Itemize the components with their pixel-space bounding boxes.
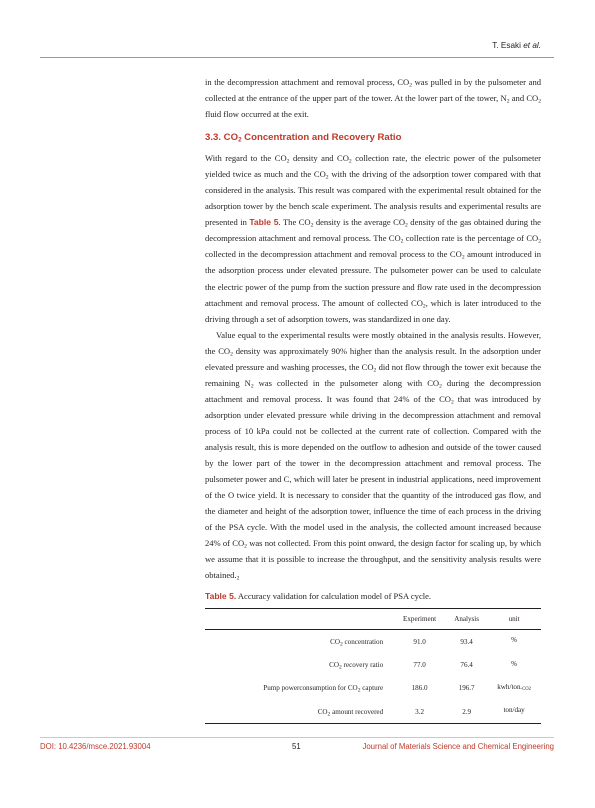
unit-value: kwh/ton-CO2 (497, 682, 531, 692)
table-caption-text: Accuracy validation for calculation model of PSA cycle. (236, 591, 432, 602)
table-label: Table 5. (205, 591, 237, 602)
table-caption (205, 590, 541, 603)
analysis-value: 2.9 (462, 707, 472, 716)
table-header-cell (205, 609, 393, 630)
row-label: $CO_2$ concentration (330, 638, 384, 648)
analysis-value: 76.4 (460, 661, 473, 670)
analysis-value: 196.7 (458, 684, 475, 693)
section-heading: 3.3. $CO_2$ Concentration and Recovery Ratio (205, 132, 402, 144)
table-header-cell: Experiment (403, 615, 437, 624)
experiment-value: 91.0 (413, 638, 426, 646)
table-header-cell: Analysis (454, 615, 480, 624)
row-label: $CO_2$ recovery ratio (329, 661, 384, 671)
paragraph-2: Value equal to the experimental results were mostly obtained in the analysis results. However, the $CO_2$ density was approximately 90% higher than the analysis result. In the adsorption under elevated pressure and washing processes, the $CO_2$ did not flow through the tower exit because the remaining $N_2$ was collected in the pulsometer along with $CO_2$ during the decompression attachment and removal process. It was found that 24% of the $CO_2$ that was introduced by adsorption under elevated pressure while driving in the decompression attachment and removal process of 10 kPa could not be collected at the current rate of collection. Compared with the analysis result, this is more depended on the outflow to adhesion and outside of the tower caused by the lower part of the tower in the decompression attachment and removal process. The pulsometer power and C, which will later be present in industrial applications, need improvement of the O twice yield. It is necessary to consider that the quantity of the introduced gas flow, and the diameter and height of the adsorption tower, influence the time of each process in the driving of the PSA cycle. With the model used in the analysis, the collected amount increased because 24% of $CO_2$ was not collected. From this point onward, the design factor for scaling up, by which we assume that it is possible to increase the throughput, and the sensitivity analysis results were $obtained._2$ (205, 329, 542, 582)
header-divider (40, 57, 554, 58)
experiment-value: 3.2 (415, 707, 425, 716)
journal-name-link[interactable]: Journal of Materials Science and Chemical Engineering (362, 742, 554, 751)
paragraph-1: With regard to the $CO_2$ density and $CO_2$ collection rate, the electric power of the pulsometer yielded twice as much and the $CO_2$ with the driving of the adsorption tower compared with that considered in the analysis. This result was compared with the experimental result obtained for the adsorption tower by the bench scale experiment. The analysis results and experimental results are presented in Table 5. The $CO_2$ density is the average $CO_2$ density of the gas obtained during the decompression attachment and removal process. The $CO_2$ collection rate is the percentage of $CO_2$ collected in the decompression attachment and removal process to the $CO_2$ amount introduced in the adsorption process under elevated pressure. The pulsometer power can be used to calculate the electric power of the pump from the suction pressure and flow rate used in the decompression attachment and removal process. The amount of collected $CO_2$, which is later introduced to the driving through a set of adsorption towers, was standardized in one day. (205, 153, 542, 324)
row-label: Pump powerconsumption for $CO_2$ capture (263, 684, 384, 694)
paragraph-continued: in the decompression attachment and removal process, $CO_2$ was pulled in by the pulsometer and collected at the entrance of the upper part of the tower. At the lower part of the tower, $N_2$ and $CO_2$ fluid flow occurred at the exit. (205, 77, 541, 120)
header-etal: et al. (523, 41, 541, 50)
analysis-value: 93.4 (460, 638, 473, 646)
article-body (205, 74, 541, 724)
table-row (205, 630, 541, 654)
table-row (205, 654, 541, 677)
row-label: $CO_2$ amount recovered (317, 707, 384, 718)
table-row (205, 700, 541, 724)
table-reference-link[interactable]: Table 5 (249, 217, 279, 228)
table-header-cell: unit (508, 615, 520, 624)
table-header-row (205, 609, 541, 630)
table-row (205, 677, 541, 700)
page-number: 51 (292, 742, 301, 751)
unit-value: ton/day (503, 705, 525, 714)
header-author: T. Esaki (492, 41, 524, 50)
running-header (492, 41, 541, 50)
unit-value: % (511, 659, 518, 668)
accuracy-validation-table (205, 608, 541, 724)
experiment-value: 186.0 (411, 684, 428, 693)
page-footer (40, 742, 554, 754)
unit-value: % (511, 636, 518, 645)
experiment-value: 77.0 (413, 661, 426, 670)
doi-link[interactable]: DOI: 10.4236/msce.2021.93004 (40, 742, 151, 751)
footer-divider (40, 737, 554, 738)
